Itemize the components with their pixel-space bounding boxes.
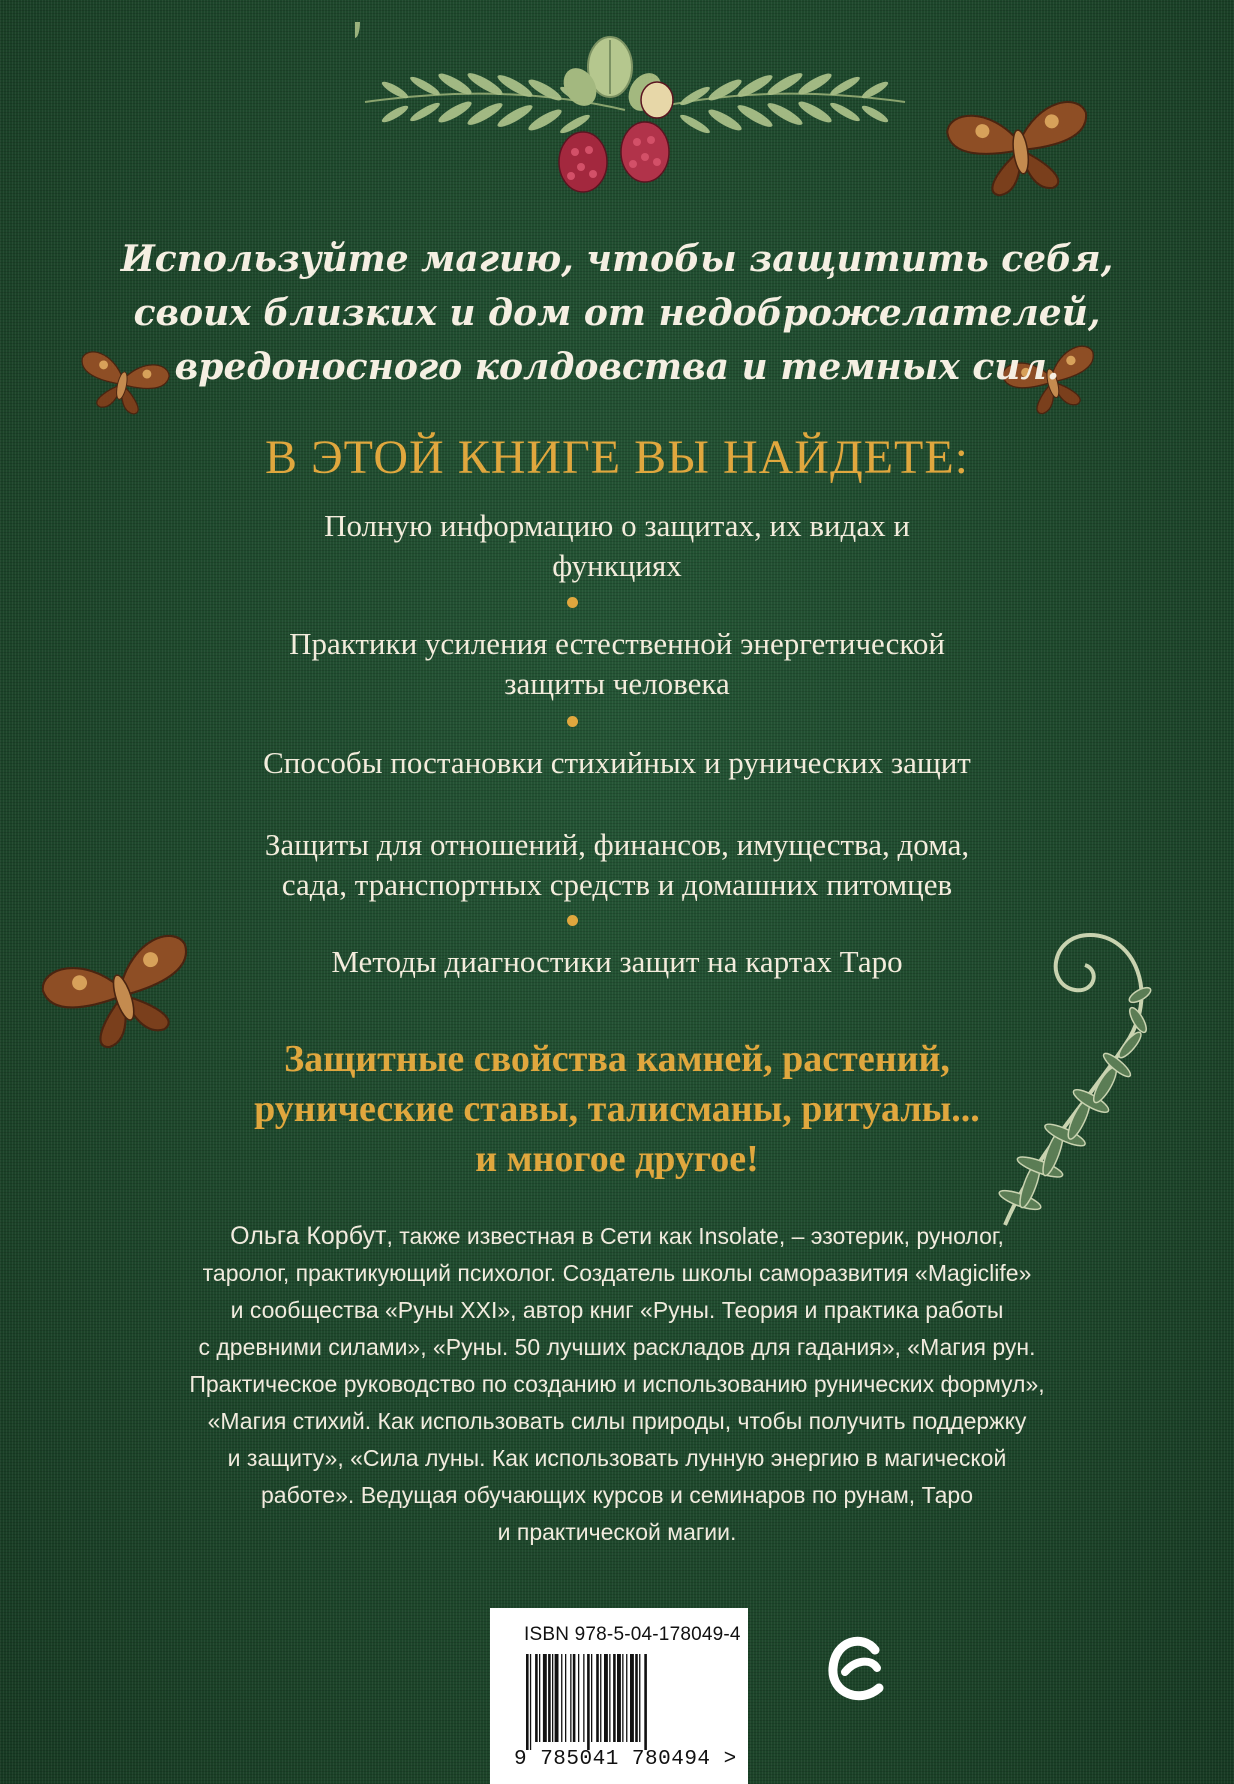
feature-line: сада, транспортных средств и домашних питомцев bbox=[281, 867, 953, 902]
feature-item bbox=[100, 743, 1134, 783]
bio-line: с древними силами», «Руны. 50 лучших раскладов для гадания», «Магия рун. bbox=[198, 1334, 1036, 1360]
feature-item bbox=[100, 825, 1134, 905]
bio-line: Ольга Корбут, также известная в Сети как Insolate, – эзотерик, рунолог, bbox=[230, 1222, 1004, 1250]
feature-line: Способы постановки стихийных и рунических защит bbox=[263, 745, 971, 780]
barcode-bar bbox=[555, 1654, 559, 1742]
bio-line: и защиту», «Сила луны. Как использовать лунную энергию в магической bbox=[227, 1445, 1007, 1471]
barcode-bar bbox=[526, 1654, 529, 1750]
barcode-bar bbox=[626, 1654, 627, 1742]
barcode-bar bbox=[644, 1654, 647, 1750]
bullet-dot bbox=[567, 716, 578, 727]
barcode-bar bbox=[552, 1654, 553, 1742]
feature-line: Практики усиления естественной энергетической bbox=[289, 626, 945, 661]
feature-line: функциях bbox=[552, 548, 682, 583]
barcode-bar bbox=[591, 1654, 592, 1742]
barcode-bar bbox=[548, 1654, 551, 1742]
moth-icon bbox=[945, 92, 1095, 202]
barcode-bar bbox=[617, 1654, 621, 1742]
author-bio bbox=[130, 1218, 1104, 1551]
section-heading: В ЭТОЙ КНИГЕ ВЫ НАЙДЕТЕ: bbox=[264, 431, 970, 484]
barcode-bar bbox=[565, 1654, 566, 1742]
barcode-bar bbox=[583, 1654, 584, 1742]
feature-line: Методы диагностики защит на картах Таро bbox=[331, 944, 903, 979]
barcode-bar bbox=[570, 1654, 571, 1742]
barcode-bar bbox=[578, 1654, 579, 1742]
tagline-line: Используйте магию, чтобы защитить себя, bbox=[120, 238, 1114, 280]
isbn-label: ISBN 978-5-04-178049-4 bbox=[524, 1624, 741, 1645]
bio-line: «Магия стихий. Как использовать силы природы, чтобы получить поддержку bbox=[207, 1408, 1027, 1434]
barcode-bar bbox=[630, 1654, 634, 1742]
bio-line: таролог, практикующий психолог. Создатель школы саморазвития «Magiclife» bbox=[202, 1260, 1032, 1286]
barcode-bar bbox=[535, 1654, 538, 1742]
bio-line: и практической магии. bbox=[497, 1519, 737, 1545]
feature-item bbox=[100, 942, 1134, 982]
publisher-logo-icon bbox=[825, 1632, 890, 1707]
bio-line: работе». Ведущая обучающих курсов и семинаров по рунам, Таро bbox=[261, 1482, 973, 1508]
bullet-dot bbox=[567, 915, 578, 926]
barcode-number: 9 785041 780494 > bbox=[514, 1748, 737, 1771]
barcode-bar bbox=[573, 1654, 576, 1742]
feature-item bbox=[100, 624, 1134, 704]
promo-line: Защитные свойства камней, растений, bbox=[284, 1038, 950, 1080]
barcode-bar bbox=[639, 1654, 640, 1742]
barcode-bar bbox=[539, 1654, 540, 1742]
bullet-dot bbox=[567, 597, 578, 608]
promo-text bbox=[90, 1034, 1144, 1184]
promo-line: и многое другое! bbox=[475, 1138, 759, 1180]
barcode-bar bbox=[635, 1654, 638, 1742]
feature-item bbox=[100, 506, 1134, 586]
feature-line: Защиты для отношений, финансов, имущества, дома, bbox=[264, 827, 970, 862]
barcode-bar bbox=[609, 1654, 610, 1742]
barcode-bar bbox=[596, 1654, 599, 1742]
barcode-bar bbox=[530, 1654, 531, 1750]
bio-line: Практическое руководство по созданию и использованию рунических формул», bbox=[189, 1371, 1045, 1397]
barcode-bar bbox=[600, 1654, 601, 1742]
tagline bbox=[80, 232, 1154, 394]
barcode-bar bbox=[561, 1654, 562, 1742]
barcode-bar bbox=[604, 1654, 608, 1742]
tagline-line: вредоносного колдовства и темных сил. bbox=[174, 346, 1060, 388]
bio-line: и сообщества «Руны XXI», автор книг «Руны. Теория и практика работы bbox=[230, 1297, 1004, 1323]
author-name: Ольга Корбут bbox=[230, 1222, 387, 1250]
feature-line: Полную информацию о защитах, их видах и bbox=[324, 508, 910, 543]
barcode-bar bbox=[587, 1654, 590, 1750]
barcode-box bbox=[490, 1608, 748, 1784]
barcode-bar bbox=[543, 1654, 547, 1742]
promo-line: рунические ставы, талисманы, ритуалы... bbox=[254, 1088, 980, 1130]
tagline-line: своих близких и дом от недоброжелателей, bbox=[133, 292, 1101, 334]
barcode-icon bbox=[524, 1654, 720, 1750]
feature-line: защиты человека bbox=[504, 666, 730, 701]
barcode-bar bbox=[613, 1654, 616, 1742]
fern-berry-wreath-icon bbox=[355, 22, 915, 202]
barcode-bar bbox=[622, 1654, 623, 1742]
